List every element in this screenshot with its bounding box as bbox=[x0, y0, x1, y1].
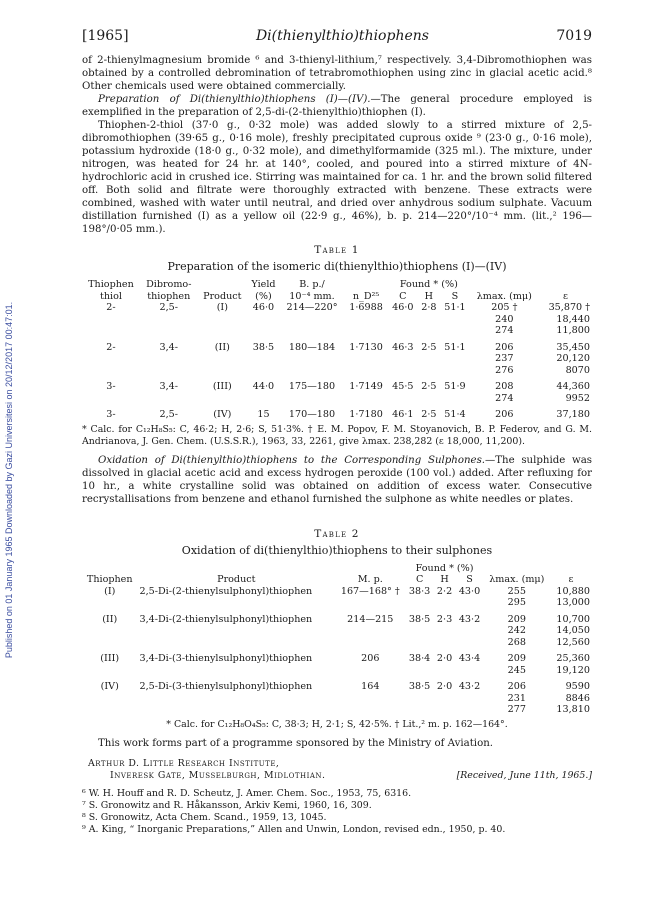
t1-h-c: C bbox=[399, 290, 407, 302]
t2-h bbox=[434, 597, 456, 609]
table2-title: Oxidation of di(thienylthio)thiophens to their sulphones bbox=[181, 543, 493, 557]
t1-h-h: H bbox=[424, 290, 434, 302]
t2-thiophen: (III) bbox=[100, 653, 120, 664]
t1-product bbox=[198, 393, 247, 405]
prep-heading: Preparation of Di(thienylthio)thiophens (I)—(IV). bbox=[98, 94, 371, 105]
t2-product: 3,4-Di-(3-thienylsulphonyl)thiophen bbox=[139, 653, 313, 664]
t1-s bbox=[440, 325, 470, 337]
t1-dibromo: 3,4- bbox=[159, 341, 178, 353]
t1-lmax: 276 bbox=[495, 364, 514, 376]
table2-row bbox=[82, 704, 592, 716]
table1-title: Preparation of the isomeric di(thienylthio)thiophens (I)—(IV) bbox=[167, 260, 507, 273]
t2-h-h: H bbox=[440, 574, 449, 585]
t1-bp bbox=[280, 325, 344, 337]
t1-yield bbox=[247, 314, 280, 326]
t2-mp: 167—168° † bbox=[340, 585, 400, 597]
t1-bp bbox=[280, 353, 344, 365]
t1-eps: 35,450 bbox=[556, 341, 590, 353]
table1-row bbox=[82, 353, 592, 365]
table2-header-row-1 bbox=[82, 563, 592, 575]
table2-row bbox=[82, 693, 592, 705]
t1-nd bbox=[344, 353, 388, 365]
t2-product bbox=[137, 665, 335, 677]
t1-s: 51·1 bbox=[444, 341, 466, 353]
t2-s: 43·2 bbox=[458, 613, 481, 625]
t2-c: 38·3 bbox=[408, 585, 431, 597]
table2-row bbox=[82, 609, 592, 626]
t1-c: 46·1 bbox=[392, 409, 414, 420]
t2-eps: 9590 bbox=[565, 681, 590, 692]
t2-lmax: 209 bbox=[507, 613, 526, 625]
t1-product bbox=[198, 314, 247, 326]
t1-nd: 1·7149 bbox=[349, 381, 383, 392]
t2-h-c: C bbox=[415, 574, 424, 585]
t2-c: 38·5 bbox=[408, 681, 431, 692]
journal-page bbox=[82, 28, 592, 836]
table2-header-row-2 bbox=[82, 574, 592, 586]
t1-yield: 15 bbox=[257, 409, 270, 420]
institute-line-2: Inveresk Gate, Musselburgh, Midlothian. bbox=[110, 769, 326, 781]
t1-bp: 214—220° bbox=[286, 302, 338, 313]
t2-h-thiophen: Thiophen bbox=[86, 574, 133, 585]
t1-bp bbox=[280, 314, 344, 326]
t2-h bbox=[434, 637, 456, 649]
table1-row bbox=[82, 404, 592, 421]
t1-thiol bbox=[82, 353, 140, 365]
t2-lmax: 245 bbox=[507, 664, 526, 676]
t1-product: (II) bbox=[214, 341, 230, 353]
references bbox=[82, 788, 592, 836]
prep-paragraph: Thiophen-2-thiol (37·0 g., 0·32 mole) was added slowly to a stirred mixture of 2,5-dibromothiophen (39·65 g., 0·16 mole), freshly precipitated cuprous oxide ⁹ (23·0 g., 0·16 mole), potassium hydroxide (18·0 g., 0·32 mole), and dimethylformamide (325 ml.). The mixture, under nitrogen, was heated for 24 hr. at 140°, cooled, and poured into a stirred mixture of 4N-hydrochloric acid in crushed ice. Stirring was maintained for ca. 1 hr. and the brown solid filtered off. Both solid and filtrate were thoroughly extracted with benzene. These extracts were combined, washed with water until neutral, and dried over anhydrous sodium sulphate. Vacuum distillation furnished (I) as a yellow oil (22·9 g., 46%), b. p. 214—220°/10⁻⁴ mm. (lit.,² 196—198°/0·05 mm.). bbox=[82, 120, 592, 235]
t2-lmax: 242 bbox=[507, 625, 526, 636]
header-year: [1965] bbox=[82, 28, 129, 44]
t2-eps: 10,880 bbox=[556, 585, 590, 597]
t1-h-yield: Yield bbox=[251, 279, 276, 290]
t1-c bbox=[388, 325, 418, 337]
t2-c bbox=[405, 704, 433, 716]
t1-eps: 44,360 bbox=[556, 381, 590, 392]
t1-yield bbox=[247, 365, 280, 377]
watermark-text: Published on 01 January 1965 Downloaded by Gazi Universitesi on 20/12/2017 00:47:01. bbox=[4, 301, 14, 659]
t1-dibromo bbox=[140, 325, 198, 337]
header-page-number: 7019 bbox=[556, 28, 592, 44]
t1-s: 51·4 bbox=[444, 409, 466, 420]
t2-thiophen bbox=[82, 597, 137, 609]
t1-s bbox=[440, 353, 470, 365]
table1-row bbox=[82, 376, 592, 393]
t1-nd: 1·6988 bbox=[349, 302, 383, 313]
t2-mp: 206 bbox=[361, 653, 380, 664]
t1-eps: 9952 bbox=[565, 392, 590, 404]
t1-h-thiol: thiol bbox=[99, 290, 122, 302]
t2-h bbox=[434, 704, 456, 716]
table2-row bbox=[82, 597, 592, 609]
t1-thiol bbox=[82, 325, 140, 337]
t2-mp: 164 bbox=[361, 681, 380, 692]
t2-thiophen: (II) bbox=[102, 613, 118, 625]
t1-yield: 46·0 bbox=[252, 302, 275, 313]
t1-h bbox=[418, 353, 440, 365]
t2-h bbox=[434, 625, 456, 637]
t1-eps: 11,800 bbox=[556, 325, 590, 336]
t1-nd bbox=[344, 325, 388, 337]
t1-s: 51·1 bbox=[444, 302, 466, 313]
t2-h-lmax: λmax. (mμ) bbox=[489, 574, 545, 585]
t1-thiol: 2- bbox=[106, 302, 116, 313]
t1-s bbox=[440, 365, 470, 377]
t2-h: 2·0 bbox=[436, 681, 453, 692]
table2-row bbox=[82, 676, 592, 693]
t2-c bbox=[405, 665, 433, 677]
t1-h: 2·5 bbox=[421, 381, 437, 392]
t2-lmax: 231 bbox=[507, 692, 526, 704]
table2-row bbox=[82, 637, 592, 649]
t1-c: 45·5 bbox=[392, 381, 414, 392]
t2-eps: 19,120 bbox=[556, 664, 590, 676]
t1-eps: 20,120 bbox=[556, 353, 590, 364]
table1 bbox=[82, 279, 592, 421]
t1-h-yield-unit: (%) bbox=[255, 290, 272, 302]
t2-eps: 13,810 bbox=[556, 704, 590, 715]
table1-label: Table 1 bbox=[314, 244, 360, 256]
t2-s: 43·0 bbox=[458, 585, 481, 597]
institute-line-1: Arthur D. Little Research Institute, bbox=[88, 757, 280, 769]
t2-lmax: 295 bbox=[507, 597, 526, 608]
t2-eps: 10,700 bbox=[556, 613, 590, 625]
t1-c bbox=[388, 365, 418, 377]
received-date: [Received, June 11th, 1965.] bbox=[456, 769, 592, 781]
table1-header-row-2 bbox=[82, 291, 592, 303]
t1-yield: 38·5 bbox=[252, 341, 275, 353]
t1-h bbox=[418, 365, 440, 377]
t1-nd: 1·7180 bbox=[349, 409, 383, 420]
table2-row bbox=[82, 648, 592, 665]
table1-row bbox=[82, 325, 592, 337]
t1-dibromo bbox=[140, 314, 198, 326]
t1-h-thiophen: thiophen bbox=[147, 290, 191, 302]
t1-lmax: 205 † bbox=[491, 302, 518, 313]
t1-yield: 44·0 bbox=[252, 381, 275, 392]
download-watermark bbox=[0, 100, 18, 860]
t1-product bbox=[198, 353, 247, 365]
t1-c bbox=[388, 314, 418, 326]
page-header bbox=[82, 28, 592, 44]
t1-lmax: 208 bbox=[495, 381, 514, 392]
t1-h-dibromo: Dibromo- bbox=[146, 279, 192, 290]
t2-eps: 13,000 bbox=[556, 597, 590, 608]
t2-thiophen bbox=[82, 665, 137, 677]
t1-eps: 35,870 † bbox=[548, 302, 590, 313]
t1-dibromo: 2,5- bbox=[159, 409, 178, 420]
reference-item: ⁸ S. Gronowitz, Acta Chem. Scand., 1959, 13, 1045. bbox=[82, 811, 327, 823]
t1-c: 46·3 bbox=[392, 341, 414, 353]
t2-c bbox=[405, 693, 433, 705]
t2-s bbox=[455, 625, 483, 637]
t2-product bbox=[137, 597, 335, 609]
t1-thiol: 3- bbox=[106, 409, 116, 420]
t1-nd: 1·7130 bbox=[349, 341, 383, 353]
t2-thiophen bbox=[82, 637, 137, 649]
t1-eps: 18,440 bbox=[556, 313, 590, 325]
t2-h-product: Product bbox=[217, 574, 256, 585]
t1-h-s: S bbox=[451, 290, 459, 302]
reference-item: ⁹ A. King, “ Inorganic Preparations,” Allen and Unwin, London, revised edn., 1950, p. 40. bbox=[82, 823, 506, 835]
t1-s: 51·9 bbox=[444, 381, 466, 392]
t1-bp: 175—180 bbox=[288, 381, 336, 392]
t1-nd bbox=[344, 365, 388, 377]
t1-dibromo: 3,4- bbox=[159, 381, 178, 392]
t1-thiol: 3- bbox=[106, 381, 116, 392]
t1-h: 2·5 bbox=[421, 341, 437, 353]
t1-h-product: Product bbox=[203, 290, 242, 302]
t2-mp bbox=[335, 704, 405, 716]
t1-bp: 180—184 bbox=[288, 341, 336, 353]
t2-c: 38·4 bbox=[408, 653, 431, 664]
t1-yield bbox=[247, 393, 280, 405]
prep-text: —The general procedure employed is exemplified in the preparation of 2,5-di-(2-thienylthio)thiophen (I). bbox=[82, 94, 592, 118]
t1-eps: 8070 bbox=[565, 364, 590, 376]
t1-thiol bbox=[82, 314, 140, 326]
t1-bp bbox=[280, 365, 344, 377]
prep-paragraph-heading bbox=[82, 93, 592, 119]
t1-bp bbox=[280, 393, 344, 405]
t1-product: (IV) bbox=[213, 409, 232, 420]
table1-row bbox=[82, 314, 592, 326]
t2-c bbox=[405, 637, 433, 649]
t2-c bbox=[405, 625, 433, 637]
t2-s bbox=[455, 704, 483, 716]
t1-s bbox=[440, 314, 470, 326]
t2-product bbox=[137, 637, 335, 649]
header-title: Di(thienylthio)thiophens bbox=[255, 28, 429, 44]
t1-h: 2·5 bbox=[421, 409, 437, 420]
t1-h bbox=[418, 325, 440, 337]
affiliation bbox=[82, 758, 592, 782]
t2-product bbox=[137, 704, 335, 716]
t2-s: 43·4 bbox=[458, 653, 481, 664]
t1-h-bp: B. p./ bbox=[299, 279, 325, 290]
table1-row bbox=[82, 337, 592, 354]
table2-row bbox=[82, 665, 592, 677]
table2-footnote: * Calc. for C₁₂H₈O₄S₅: C, 38·3; H, 2·1; S, 42·5%. † Lit.,² m. p. 162—164°. bbox=[166, 718, 508, 730]
t1-thiol bbox=[82, 393, 140, 405]
t1-c bbox=[388, 353, 418, 365]
table1-header-row-1 bbox=[82, 279, 592, 291]
t2-mp bbox=[335, 693, 405, 705]
table2-row bbox=[82, 586, 592, 598]
t2-h: 2·3 bbox=[436, 613, 453, 625]
t1-dibromo bbox=[140, 353, 198, 365]
t2-c bbox=[405, 597, 433, 609]
t1-dibromo bbox=[140, 365, 198, 377]
table2-label: Table 2 bbox=[314, 527, 360, 540]
t2-s bbox=[455, 665, 483, 677]
table1-row bbox=[82, 302, 592, 314]
t1-h-eps: ε bbox=[562, 290, 568, 302]
t2-eps: 8846 bbox=[565, 692, 590, 704]
t2-h bbox=[434, 665, 456, 677]
t1-bp: 170—180 bbox=[288, 409, 336, 420]
reference-item: ⁷ S. Gronowitz and R. Håkansson, Arkiv Kemi, 1960, 16, 309. bbox=[82, 799, 372, 811]
t2-product bbox=[137, 625, 335, 637]
table1-footnote: * Calc. for C₁₂H₈S₅: C, 46·2; H, 2·6; S, 51·3%. † E. M. Popov, F. M. Stoyanovich, B. P. Federov, and G. M. Andrianova, J. Gen. Chem. (U.S.S.R.), 1963, 33, 2261, give λmax. 238,282 (ε 18,000, 11,200). bbox=[82, 423, 592, 447]
t1-dibromo bbox=[140, 393, 198, 405]
t2-mp bbox=[335, 637, 405, 649]
t2-mp: 214—215 bbox=[347, 613, 394, 625]
t1-h bbox=[418, 314, 440, 326]
oxidation-heading: Oxidation of Di(thienylthio)thiophens to the Corresponding Sulphones. bbox=[98, 454, 486, 466]
t1-product bbox=[198, 325, 247, 337]
t2-mp bbox=[335, 625, 405, 637]
t2-s bbox=[455, 597, 483, 609]
t1-lmax: 274 bbox=[495, 392, 514, 404]
t1-h bbox=[418, 393, 440, 405]
t2-s bbox=[455, 637, 483, 649]
t2-lmax: 255 bbox=[507, 585, 526, 597]
t2-lmax: 209 bbox=[507, 653, 526, 664]
t2-h bbox=[434, 693, 456, 705]
t1-lmax: 237 bbox=[495, 353, 514, 364]
t1-h-thiophen: Thiophen bbox=[88, 279, 134, 290]
t1-lmax: 206 bbox=[495, 409, 514, 420]
intro-paragraph: of 2-thienylmagnesium bromide ⁶ and 3-thienyl-lithium,⁷ respectively. 3,4-Dibromothiophen was obtained by a controlled debromination of tetrabromothiophen using zinc in glacial acetic acid.⁸ Other chemicals used were obtained commercially. bbox=[82, 55, 592, 92]
t2-h-mp: M. p. bbox=[357, 574, 383, 585]
t1-lmax: 274 bbox=[495, 325, 514, 336]
t2-eps: 14,050 bbox=[556, 625, 590, 636]
t2-h-s: S bbox=[466, 574, 473, 585]
t1-c: 46·0 bbox=[392, 302, 414, 313]
oxidation-text: —The sulphide was dissolved in glacial acetic acid and excess hydrogen peroxide (100 vol.) added. After refluxing for 10 hr., a white crystalline solid was obtained on addition of excess water. Consecutive recrystallisations from benzene and ethanol furnished the sulphone as white needles or plates. bbox=[82, 454, 593, 505]
t2-s bbox=[455, 693, 483, 705]
t2-thiophen bbox=[82, 704, 137, 716]
t2-thiophen bbox=[82, 693, 137, 705]
reference-item: ⁶ W. H. Houff and R. D. Scheutz, J. Amer. Chem. Soc., 1953, 75, 6316. bbox=[82, 787, 412, 799]
t1-product: (III) bbox=[212, 381, 232, 392]
table1-row bbox=[82, 393, 592, 405]
t1-product bbox=[198, 365, 247, 377]
t2-h-found: Found * (%) bbox=[415, 562, 474, 574]
t2-thiophen: (IV) bbox=[100, 681, 119, 692]
t2-thiophen: (I) bbox=[104, 585, 116, 597]
t1-yield bbox=[247, 353, 280, 365]
t2-eps: 25,360 bbox=[556, 653, 590, 664]
t1-lmax: 240 bbox=[495, 313, 514, 325]
table2-row bbox=[82, 625, 592, 637]
oxidation-paragraph bbox=[82, 454, 592, 506]
t2-mp bbox=[335, 597, 405, 609]
table2 bbox=[82, 563, 592, 716]
t1-thiol bbox=[82, 365, 140, 377]
t2-h: 2·2 bbox=[436, 585, 453, 597]
t2-c: 38·5 bbox=[408, 613, 431, 625]
t1-product: (I) bbox=[216, 302, 228, 313]
t1-h: 2·8 bbox=[421, 302, 437, 313]
t1-h-found: Found * (%) bbox=[399, 279, 458, 290]
t2-h-eps: ε bbox=[568, 574, 574, 585]
t2-lmax: 277 bbox=[507, 704, 526, 715]
t1-c bbox=[388, 393, 418, 405]
t1-h-lmax: λmax. (mμ) bbox=[476, 290, 532, 302]
t2-lmax: 206 bbox=[507, 681, 526, 692]
t1-eps: 37,180 bbox=[556, 409, 590, 420]
t2-product: 2,5-Di-(3-thienylsulphonyl)thiophen bbox=[139, 681, 313, 692]
t1-dibromo: 2,5- bbox=[159, 302, 178, 313]
t1-h-bp-unit: 10⁻⁴ mm. bbox=[289, 290, 335, 302]
t1-nd bbox=[344, 314, 388, 326]
t2-product: 2,5-Di-(2-thienylsulphonyl)thiophen bbox=[139, 585, 313, 597]
t1-h-nd: n_D²⁵ bbox=[352, 290, 380, 302]
t2-mp bbox=[335, 665, 405, 677]
closing-statement: This work forms part of a programme sponsored by the Ministry of Aviation. bbox=[98, 737, 493, 749]
t1-thiol: 2- bbox=[106, 341, 116, 353]
t2-s: 43·2 bbox=[458, 681, 481, 692]
t1-yield bbox=[247, 325, 280, 337]
t2-lmax: 268 bbox=[507, 636, 526, 648]
t2-product: 3,4-Di-(2-thienylsulphonyl)thiophen bbox=[139, 613, 313, 625]
t1-lmax: 206 bbox=[495, 341, 514, 353]
t2-eps: 12,560 bbox=[556, 636, 590, 648]
table1-row bbox=[82, 365, 592, 377]
t2-product bbox=[137, 693, 335, 705]
t1-nd bbox=[344, 393, 388, 405]
t2-h: 2·0 bbox=[436, 653, 453, 664]
t1-s bbox=[440, 393, 470, 405]
t2-thiophen bbox=[82, 625, 137, 637]
